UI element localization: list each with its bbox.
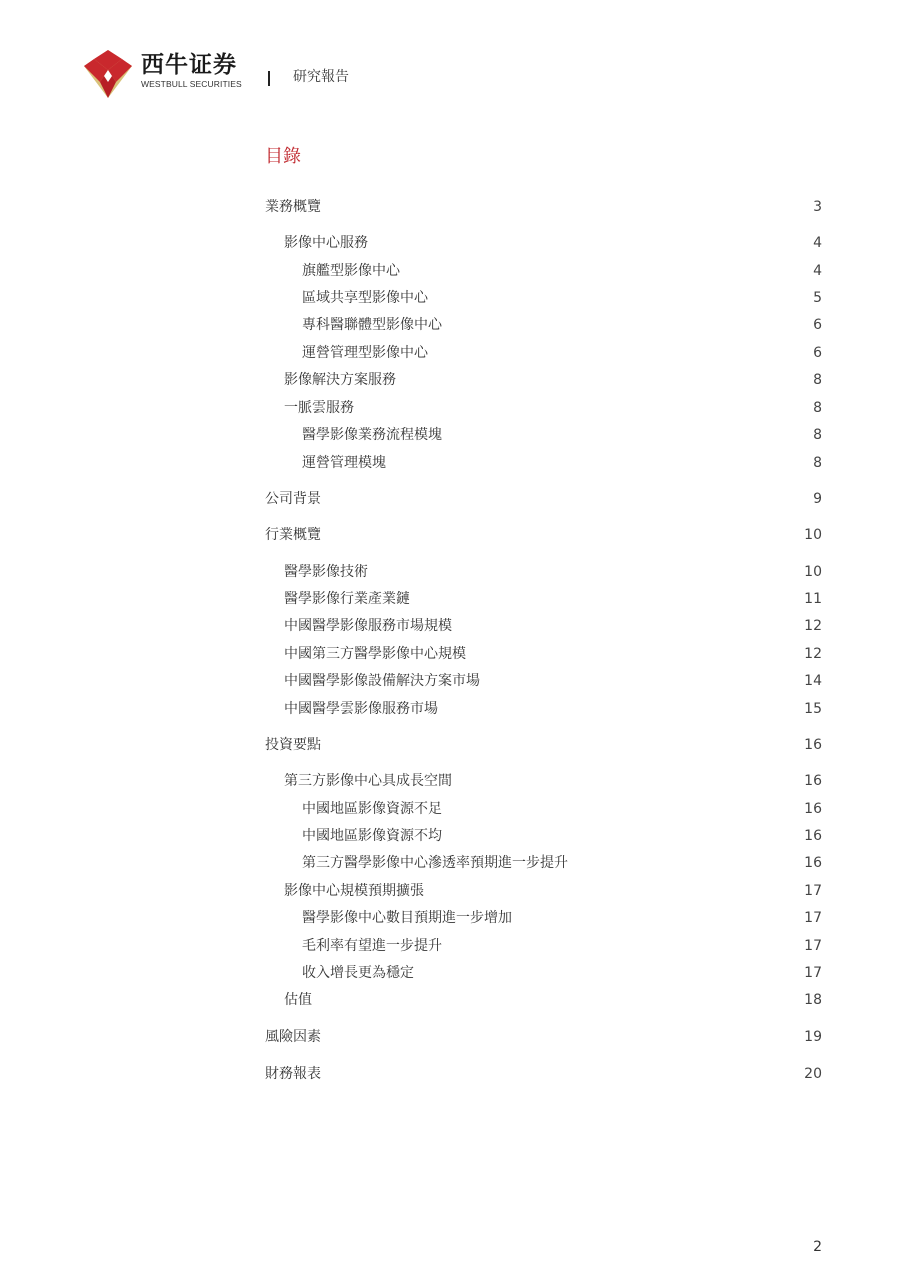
toc-entry-level-2[interactable] [284,369,822,391]
toc-entry-level-2[interactable] [284,561,822,583]
toc-entry-page: 14 [804,673,822,689]
toc-entry-level-3[interactable] [302,314,822,336]
toc-entry-level-3[interactable] [302,424,822,446]
toc-entry-level-2[interactable] [284,397,822,419]
toc-entry-title: 估值 [284,992,312,1008]
toc-entry-page: 17 [804,910,822,926]
toc-heading: 目錄 [265,146,301,167]
toc-entry-title: 第三方影像中心具成長空間 [284,773,452,789]
logo-chinese-name: 西牛证券 [141,52,237,78]
toc-entry-title: 第三方醫學影像中心滲透率預期進一步提升 [302,855,568,871]
toc-entry-level-1[interactable] [265,196,822,218]
toc-entry-page: 17 [804,938,822,954]
toc-entry-page: 8 [813,427,822,443]
toc-entry-title: 中國醫學雲影像服務市場 [284,701,438,717]
toc-entry-page: 11 [804,591,822,607]
toc-entry-title: 投資要點 [265,737,321,753]
toc-entry-level-3[interactable] [302,907,822,929]
toc-entry-level-3[interactable] [302,260,822,282]
toc-entry-level-3[interactable] [302,825,822,847]
toc-entry-page: 6 [813,317,822,333]
toc-entry-title: 影像中心服務 [284,235,368,251]
toc-entry-page: 16 [804,855,822,871]
toc-entry-level-1[interactable] [265,488,822,510]
toc-entry-title: 一脈雲服務 [284,400,354,416]
page-number: 2 [813,1239,822,1255]
toc-entry-page: 4 [813,235,822,251]
toc-entry-title: 毛利率有望進一步提升 [302,938,442,954]
toc-entry-page: 10 [804,527,822,543]
toc-entry-page: 12 [804,618,822,634]
toc-entry-level-2[interactable] [284,989,822,1011]
toc-entry-title: 風險因素 [265,1029,321,1045]
toc-entry-page: 16 [804,828,822,844]
toc-entry-level-3[interactable] [302,798,822,820]
toc-entry-page: 16 [804,737,822,753]
toc-entry-level-3[interactable] [302,342,822,364]
toc-entry-page: 8 [813,455,822,471]
toc-entry-title: 行業概覽 [265,527,321,543]
toc-entry-page: 18 [804,992,822,1008]
toc-entry-level-2[interactable] [284,643,822,665]
toc-entry-level-3[interactable] [302,852,822,874]
toc-entry-title: 業務概覽 [265,199,321,215]
toc-entry-title: 旗艦型影像中心 [302,263,400,279]
toc-entry-title: 醫學影像中心數目預期進一步增加 [302,910,512,926]
toc-entry-level-1[interactable] [265,524,822,546]
toc-entry-title: 中國地區影像資源不均 [302,828,442,844]
toc-entry-title: 中國地區影像資源不足 [302,801,442,817]
toc-entry-level-1[interactable] [265,1026,822,1048]
toc-entry-title: 收入增長更為穩定 [302,965,414,981]
report-type-label: 研究報告 [293,69,349,85]
toc-entry-title: 醫學影像技術 [284,564,368,580]
toc-entry-title: 中國醫學影像設備解決方案市場 [284,673,480,689]
toc-entry-level-2[interactable] [284,770,822,792]
toc-entry-title: 財務報表 [265,1066,321,1082]
toc-entry-title: 影像中心規模預期擴張 [284,883,424,899]
toc-entry-level-2[interactable] [284,670,822,692]
toc-entry-level-2[interactable] [284,880,822,902]
toc-entry-title: 中國醫學影像服務市場規模 [284,618,452,634]
toc-entry-level-3[interactable] [302,452,822,474]
toc-entry-title: 運營管理型影像中心 [302,345,428,361]
toc-entry-page: 16 [804,801,822,817]
toc-entry-page: 8 [813,372,822,388]
toc-entry-page: 16 [804,773,822,789]
toc-entry-title: 公司背景 [265,491,321,507]
toc-entry-page: 4 [813,263,822,279]
toc-entry-title: 區域共享型影像中心 [302,290,428,306]
toc-entry-page: 5 [813,290,822,306]
toc-entry-title: 中國第三方醫學影像中心規模 [284,646,466,662]
toc-entry-page: 3 [813,199,822,215]
logo-english-name: WESTBULL SECURITIES [141,79,242,89]
toc-entry-title: 醫學影像業務流程模塊 [302,427,442,443]
toc-entry-page: 19 [804,1029,822,1045]
toc-entry-title: 影像解決方案服務 [284,372,396,388]
toc-entry-page: 6 [813,345,822,361]
toc-entry-level-2[interactable] [284,588,822,610]
toc-entry-page: 20 [804,1066,822,1082]
toc-entry-level-2[interactable] [284,698,822,720]
toc-entry-page: 9 [813,491,822,507]
toc-entry-page: 12 [804,646,822,662]
toc-entry-level-1[interactable] [265,1063,822,1085]
toc-entry-page: 10 [804,564,822,580]
toc-entry-page: 17 [804,965,822,981]
toc-entry-title: 運營管理模塊 [302,455,386,471]
toc-entry-page: 15 [804,701,822,717]
toc-entry-level-3[interactable] [302,287,822,309]
toc-entry-title: 醫學影像行業產業鏈 [284,591,410,607]
toc-entry-level-1[interactable] [265,734,822,756]
toc-entry-title: 專科醫聯體型影像中心 [302,317,442,333]
toc-entry-level-3[interactable] [302,935,822,957]
toc-entry-page: 8 [813,400,822,416]
toc-entry-page: 17 [804,883,822,899]
toc-entry-level-2[interactable] [284,615,822,637]
toc-entry-level-3[interactable] [302,962,822,984]
toc-entry-level-2[interactable] [284,232,822,254]
